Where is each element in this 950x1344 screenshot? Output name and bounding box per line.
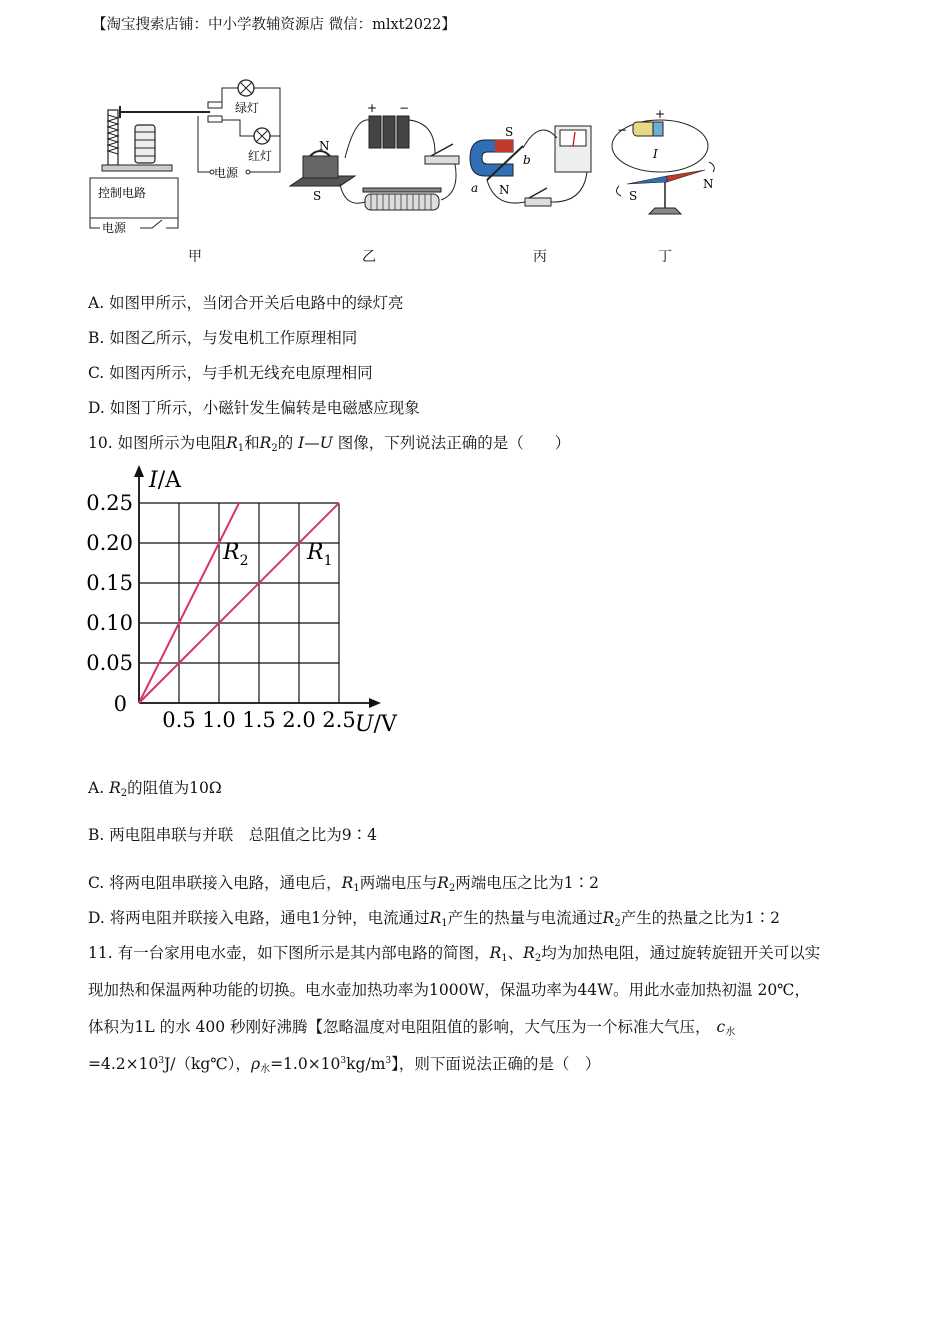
iu-chart bbox=[80, 460, 410, 745]
q10-d-mid: 产生的热量与电流通过 bbox=[447, 909, 603, 927]
q9-option-c: C. 如图丙所示，与手机无线充电原理相同 bbox=[88, 364, 373, 382]
q10-iu: I—U bbox=[298, 434, 333, 452]
q10-option-d bbox=[88, 906, 780, 929]
q10-r1-sub: 1 bbox=[237, 443, 245, 454]
q11-line1 bbox=[88, 941, 820, 964]
q10-a-r: R bbox=[109, 779, 121, 797]
q11-line2: 现加热和保温两种功能的切换。电水壶加热功率为1000W，保温功率为44W。用此水壶加热初温 20℃， bbox=[88, 981, 811, 999]
x-axis-arrow bbox=[369, 698, 381, 708]
x-tick-label: 1.0 bbox=[202, 708, 236, 732]
q10-stem-a: 如图所示为电阻 bbox=[117, 434, 227, 452]
q11-line4-sup3: 3 bbox=[385, 1056, 392, 1066]
ding-minus-label: − bbox=[617, 123, 628, 137]
figure-ding-caption: 丁 bbox=[658, 249, 672, 265]
ding-plus-label: + bbox=[655, 108, 666, 121]
q10-d-pre: D. 将两电阻并联接入电路，通电1分钟，电流通过 bbox=[88, 909, 430, 927]
origin-label: 0 bbox=[113, 692, 127, 716]
q11-rho-sub: 水 bbox=[260, 1064, 271, 1075]
q11-line1-b: 均为加热电阻，通过旋转旋钮开关可以实 bbox=[541, 944, 821, 962]
x-tick-label: 1.5 bbox=[242, 708, 276, 732]
figure-bing-caption: 丙 bbox=[533, 249, 547, 265]
q11-r1: R bbox=[489, 944, 502, 962]
q10-stem-c: 图像，下列说法正确的是（ ） bbox=[337, 434, 571, 452]
yi-minus-label: − bbox=[399, 101, 410, 115]
q10-a-post: 的阻值为10Ω bbox=[127, 779, 222, 797]
q10-d-r1: R bbox=[429, 909, 442, 927]
q10-c-r1: R bbox=[341, 874, 354, 892]
yi-plus-label: + bbox=[367, 101, 378, 115]
figure-bing bbox=[465, 118, 600, 218]
q10-a-sub: 2 bbox=[120, 788, 128, 799]
q10-option-c bbox=[88, 871, 599, 894]
y-axis-arrow bbox=[134, 465, 144, 477]
q10-c-sub2: 2 bbox=[448, 883, 456, 894]
ding-n-label: N bbox=[703, 177, 714, 191]
q10-d-r2: R bbox=[602, 909, 615, 927]
figure-jia bbox=[80, 70, 295, 245]
q10-r2: R bbox=[259, 434, 272, 452]
y-tick-label: 0.25 bbox=[86, 491, 133, 515]
x-tick-label: 2.5 bbox=[322, 708, 356, 732]
series-line-r1 bbox=[139, 503, 339, 703]
q11-c: c bbox=[716, 1018, 726, 1036]
q11-line4-c: =1.0×10 bbox=[270, 1055, 341, 1073]
x-tick-label: 2.0 bbox=[282, 708, 316, 732]
q11-rho: ρ bbox=[250, 1055, 261, 1073]
page-header: 【淘宝搜索店铺：中小学教辅资源店 微信：mlxt2022】 bbox=[92, 17, 456, 33]
q11-line4-a: =4.2×10 bbox=[88, 1055, 159, 1073]
q10-c-r2: R bbox=[437, 874, 449, 892]
q9-option-b: B. 如图乙所示，与发电机工作原理相同 bbox=[88, 329, 358, 347]
red-lamp-label: 红灯 bbox=[248, 149, 273, 163]
y-tick-label: 0.10 bbox=[86, 611, 133, 635]
y-axis-label: I/A bbox=[149, 468, 182, 493]
q11-line4 bbox=[88, 1052, 600, 1075]
q11-sep: 、 bbox=[507, 944, 524, 962]
x-axis-label: U/V bbox=[355, 712, 397, 737]
q10-d-sub1: 1 bbox=[441, 918, 448, 929]
q11-line4-d: kg/m bbox=[346, 1055, 386, 1073]
figure-jia-caption: 甲 bbox=[188, 249, 202, 265]
series-line-r2 bbox=[139, 503, 239, 703]
power-top-label: 电源 bbox=[214, 166, 239, 180]
q11-line4-b: J/（kg℃）， bbox=[164, 1055, 251, 1073]
q10-c-pre: C. 将两电阻串联接入电路，通电后， bbox=[88, 874, 342, 892]
figure-yi-caption: 乙 bbox=[362, 249, 376, 265]
q10-c-sub1: 1 bbox=[353, 883, 360, 894]
bing-a-label: a bbox=[471, 181, 479, 195]
bing-b-label: b bbox=[523, 153, 531, 167]
q10-d-post: 产生的热量之比为1∶2 bbox=[620, 909, 780, 927]
q9-option-a: A. 如图甲所示，当闭合开关后电路中的绿灯亮 bbox=[88, 294, 404, 312]
bing-s-label: S bbox=[505, 125, 514, 139]
q10-r2-sub: 2 bbox=[271, 443, 278, 454]
x-tick-label: 0.5 bbox=[162, 708, 196, 732]
ding-i-label: I bbox=[653, 147, 658, 161]
figure-yi bbox=[285, 98, 465, 228]
y-tick-label: 0.15 bbox=[86, 571, 133, 595]
green-lamp-label: 绿灯 bbox=[235, 101, 260, 115]
q11-r2-sub: 2 bbox=[534, 953, 542, 964]
yi-s-label: S bbox=[313, 189, 322, 203]
y-tick-label: 0.05 bbox=[86, 651, 133, 675]
q10-a-pre: A. bbox=[88, 779, 110, 797]
q11-r2: R bbox=[523, 944, 535, 962]
power-bottom-label: 电源 bbox=[102, 221, 127, 235]
q10-number: 10. bbox=[88, 434, 113, 452]
q11-line3-text: 体积为1L 的水 400 秒刚好沸腾【忽略温度对电阻阻值的影响，大气压为一个标准大气压， bbox=[88, 1018, 711, 1036]
control-circuit-label: 控制电路 bbox=[98, 186, 147, 200]
q11-line1-a: 11. 有一台家用电水壶，如下图所示是其内部电路的简图， bbox=[88, 944, 490, 962]
figure-ding bbox=[605, 108, 730, 223]
q11-c-sub: 水 bbox=[725, 1027, 736, 1038]
q10-d-sub2: 2 bbox=[614, 918, 621, 929]
q10-stem-b: 的 bbox=[277, 434, 294, 452]
q10-c-mid: 两端电压与 bbox=[359, 874, 438, 892]
yi-n-label: N bbox=[319, 139, 330, 153]
series-label-r1: $R_1$ bbox=[307, 540, 333, 569]
q10-r1: R bbox=[226, 434, 238, 452]
q9-option-d: D. 如图丁所示，小磁针发生偏转是电磁感应现象 bbox=[88, 399, 420, 417]
q10-c-post: 两端电压之比为1∶2 bbox=[455, 874, 600, 892]
ding-s-label: S bbox=[629, 189, 638, 203]
q11-line4-sup1: 3 bbox=[158, 1056, 165, 1066]
q11-line3 bbox=[88, 1015, 735, 1038]
q10-stem bbox=[88, 431, 570, 454]
q11-r1-sub: 1 bbox=[501, 953, 508, 964]
q11-line4-sup2: 3 bbox=[340, 1056, 347, 1066]
q10-option-b: B. 两电阻串联与并联 总阻值之比为9∶4 bbox=[88, 826, 377, 844]
q10-option-a bbox=[88, 776, 222, 799]
series-label-r2: $R_2$ bbox=[223, 540, 249, 569]
q11-line4-e: 】，则下面说法正确的是（ ） bbox=[391, 1055, 601, 1073]
q10-and: 和 bbox=[244, 434, 260, 452]
bing-n-label: N bbox=[499, 183, 510, 197]
y-tick-label: 0.20 bbox=[86, 531, 133, 555]
